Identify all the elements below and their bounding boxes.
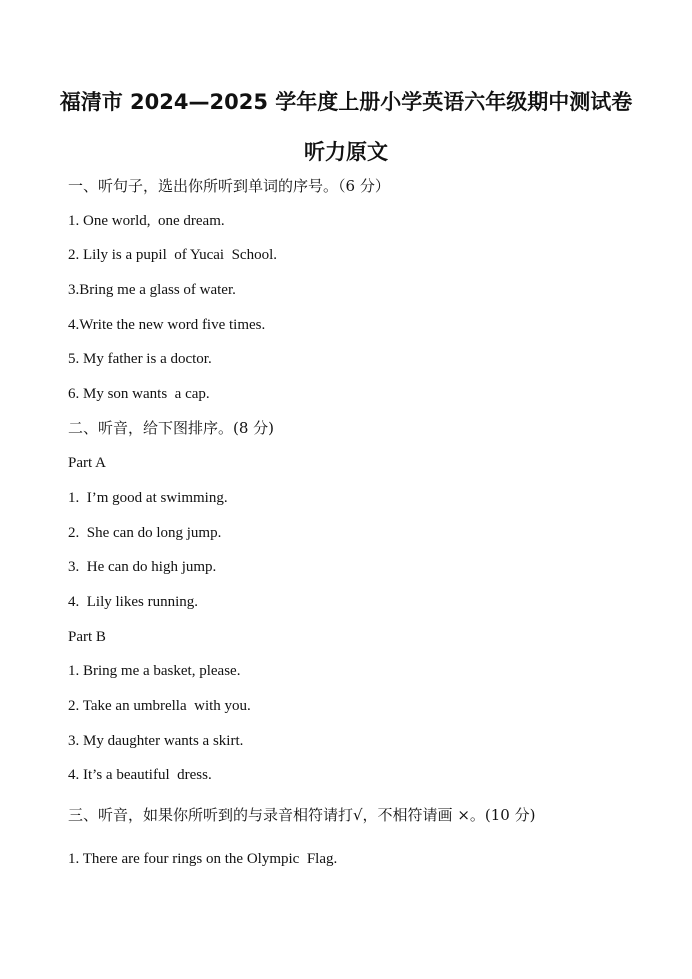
section-2-heading: 二、听音，给下图排序。(8 分)	[68, 419, 275, 437]
section-3-item-1: 1. There are four rings on the Olympic Flag.	[68, 851, 338, 867]
section-1-item-5: 5. My father is a doctor.	[68, 351, 212, 367]
page-title: 福清市 2024—2025 学年度上册小学英语六年级期中测试卷	[59, 90, 633, 114]
page-subtitle: 听力原文	[304, 140, 388, 164]
section-1-heading: 一、听句子，选出你所听到单词的序号。（6 分）	[68, 177, 390, 195]
section-1-item-2: 2. Lily is a pupil of Yucai School.	[68, 247, 278, 263]
part-a-label: Part A	[68, 455, 106, 471]
part-a-item-2: 2. She can do long jump.	[68, 525, 222, 541]
section-1-item-6: 6. My son wants a cap.	[68, 386, 210, 402]
part-b-item-1: 1. Bring me a basket, please.	[68, 663, 241, 679]
part-b-item-2: 2. Take an umbrella with you.	[68, 698, 251, 714]
part-a-item-4: 4. Lily likes running.	[68, 594, 198, 610]
part-b-label: Part B	[68, 629, 106, 645]
part-b-item-3: 3. My daughter wants a skirt.	[68, 733, 244, 749]
section-3-heading: 三、听音，如果你所听到的与录音相符请打√，不相符请画 ×。(10 分)	[68, 806, 536, 824]
section-1-item-4: 4.Write the new word five times.	[68, 317, 266, 333]
section-1-item-1: 1. One world, one dream.	[68, 213, 225, 229]
part-a-item-1: 1. I’m good at swimming.	[68, 490, 228, 506]
part-b-item-4: 4. It’s a beautiful dress.	[68, 767, 212, 783]
part-a-item-3: 3. He can do high jump.	[68, 559, 217, 575]
section-1-item-3: 3.Bring me a glass of water.	[68, 282, 236, 298]
